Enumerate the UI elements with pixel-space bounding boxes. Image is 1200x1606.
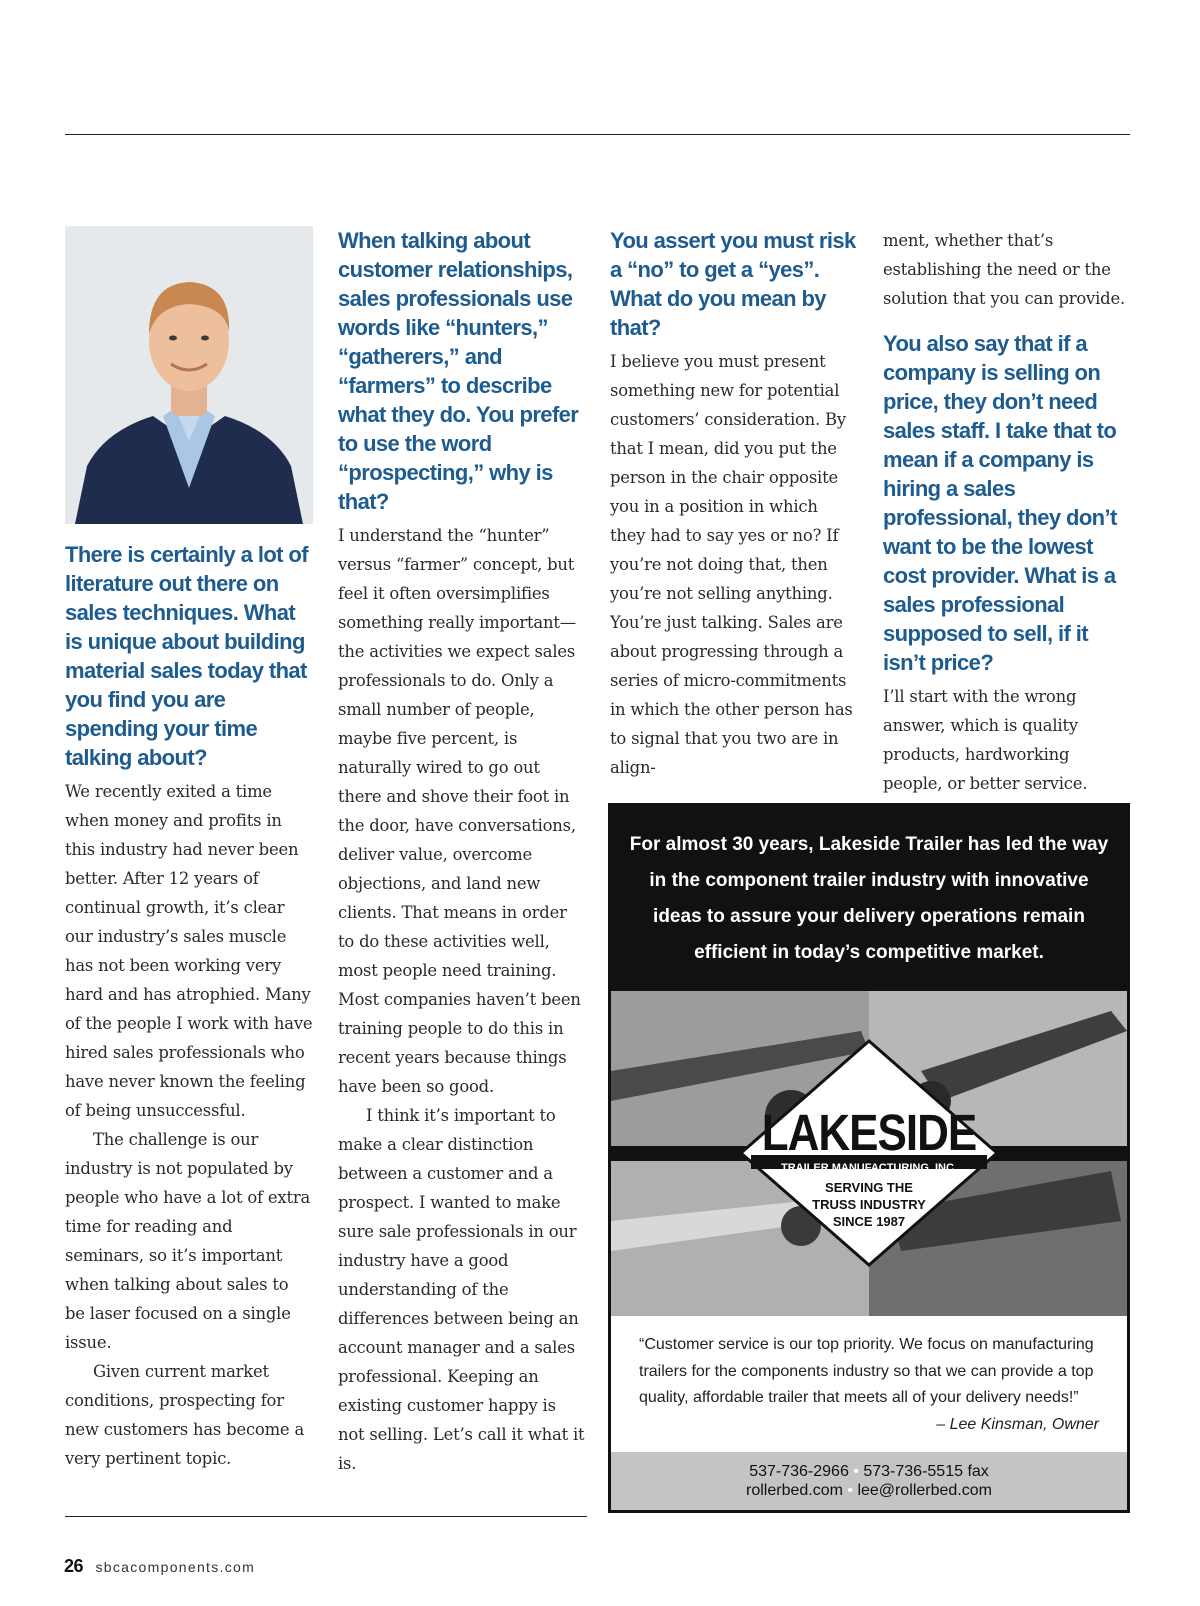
ad-quote (611, 1316, 1127, 1454)
lakeside-logo: LAKESIDE (761, 1105, 977, 1162)
answer-paragraph: ment, whether that’s establishing the need or the solution that you can provide. (883, 231, 1125, 308)
portrait-photo (65, 226, 313, 524)
ad-headline: For almost 30 years, Lakeside Trailer has led the way in the component trailer industry with innovative ideas to assure your delivery operations remain efficient in today’s competitive market. (629, 833, 1109, 963)
phone-number[interactable]: 537-736-2966 (749, 1463, 849, 1480)
serving-text: SERVING THE TRUSS INDUSTRY SINCE 1987 (812, 1180, 926, 1229)
column-2 (338, 226, 586, 1478)
separator-dot: • (847, 1482, 853, 1499)
answer-paragraph: We recently exited a time when money and profits in this industry had never been better. After 12 years of continual growth, it’s clear our industry’s sales muscle has not been working very hard and has atrophied. Many of the people I work with have hired sales professionals who have never known the feeling of being unsuccessful. (65, 782, 313, 1120)
answer-paragraph: The challenge is our industry is not populated by people who have a lot of extra time for reading and seminars, so it’s important when talking about sales to be laser focused on a single issue. (65, 1130, 311, 1352)
ad-headline-box (611, 806, 1127, 991)
answer-paragraph: I believe you must present something new for potential customers’ consideration. By that I mean, did you put the person in the chair opposite you in a position in which they had to say yes or no? If you’re not doing that, then you’re not selling anything. You’re just talking. Sales are about progressing through a series of micro-commitments in which the other person has to signal that you two are in align- (610, 352, 853, 777)
ad-quote-text: “Customer service is our top priority. We focus on manufacturing trailers for the components industry so that we can provide a top quality, affordable trailer that meets all of your delivery needs!” (639, 1336, 1094, 1406)
ad-attribution: – Lee Kinsman, Owner (936, 1415, 1099, 1433)
column-3 (610, 226, 858, 782)
footer-site-link[interactable]: sbcacomponents.com (95, 1559, 256, 1575)
answer-paragraph: Given current market conditions, prospecting for new customers has become a very pertinent topic. (65, 1362, 305, 1468)
email-link[interactable]: lee@rollerbed.com (857, 1482, 992, 1499)
column-4 (883, 226, 1133, 798)
top-rule (65, 134, 1130, 135)
logo-subtitle: TRAILER MANUFACTURING, INC. (781, 1162, 957, 1174)
website-link[interactable]: rollerbed.com (746, 1482, 843, 1499)
question-heading: You assert you must risk a “no” to get a “yes”. What do you mean by that? (610, 228, 856, 340)
ad-contact-bar (611, 1452, 1127, 1510)
page-footer (64, 1556, 255, 1577)
separator-dot: • (853, 1463, 859, 1480)
answer-paragraph: I think it’s important to make a clear distinction between a customer and a prospect. I wanted to make sure sale professionals in our industry have a good understanding of the differences between being an account manager and a sales professional. Keeping an existing customer happy is not selling. Let’s call it what it is. (338, 1106, 585, 1473)
page-number: 26 (64, 1556, 84, 1576)
lakeside-advertisement[interactable] (608, 803, 1130, 1513)
portrait-illustration (65, 226, 313, 524)
answer-paragraph: I’ll start with the wrong answer, which is quality products, hardworking people, or better service. (883, 687, 1088, 793)
question-heading: There is certainly a lot of literature out there on sales techniques. What is unique about building material sales today that you find you are spending your time talking about? (65, 542, 308, 770)
column-1 (65, 226, 313, 1473)
fax-number: 573-736-5515 fax (863, 1463, 989, 1480)
question-heading: When talking about customer relationships, sales professionals use words like “hunters,” “gatherers,” and “farmers” to describe what they do. You prefer to use the word “prospecting,” why is that? (338, 228, 579, 514)
question-heading: You also say that if a company is selling on price, they don’t need sales staff. I take that to mean if a company is hiring a sales professional, they don’t want to be the lowest cost provider. What is a sales professional supposed to sell, if it isn’t price? (883, 331, 1117, 675)
bottom-rule (65, 1516, 587, 1517)
answer-paragraph: I understand the “hunter” versus “farmer” concept, but feel it often oversimplifies something really important—the activities we expect sales professionals to do. Only a small number of people, maybe five percent, is naturally wired to go out there and shove their foot in the door, have conversations, deliver value, overcome objections, and land new clients. That means in order to do these activities well, most people need training. Most companies haven’t been training people to do this in recent years because things have been so good. (338, 526, 581, 1096)
ad-trailer-photo (611, 991, 1127, 1316)
